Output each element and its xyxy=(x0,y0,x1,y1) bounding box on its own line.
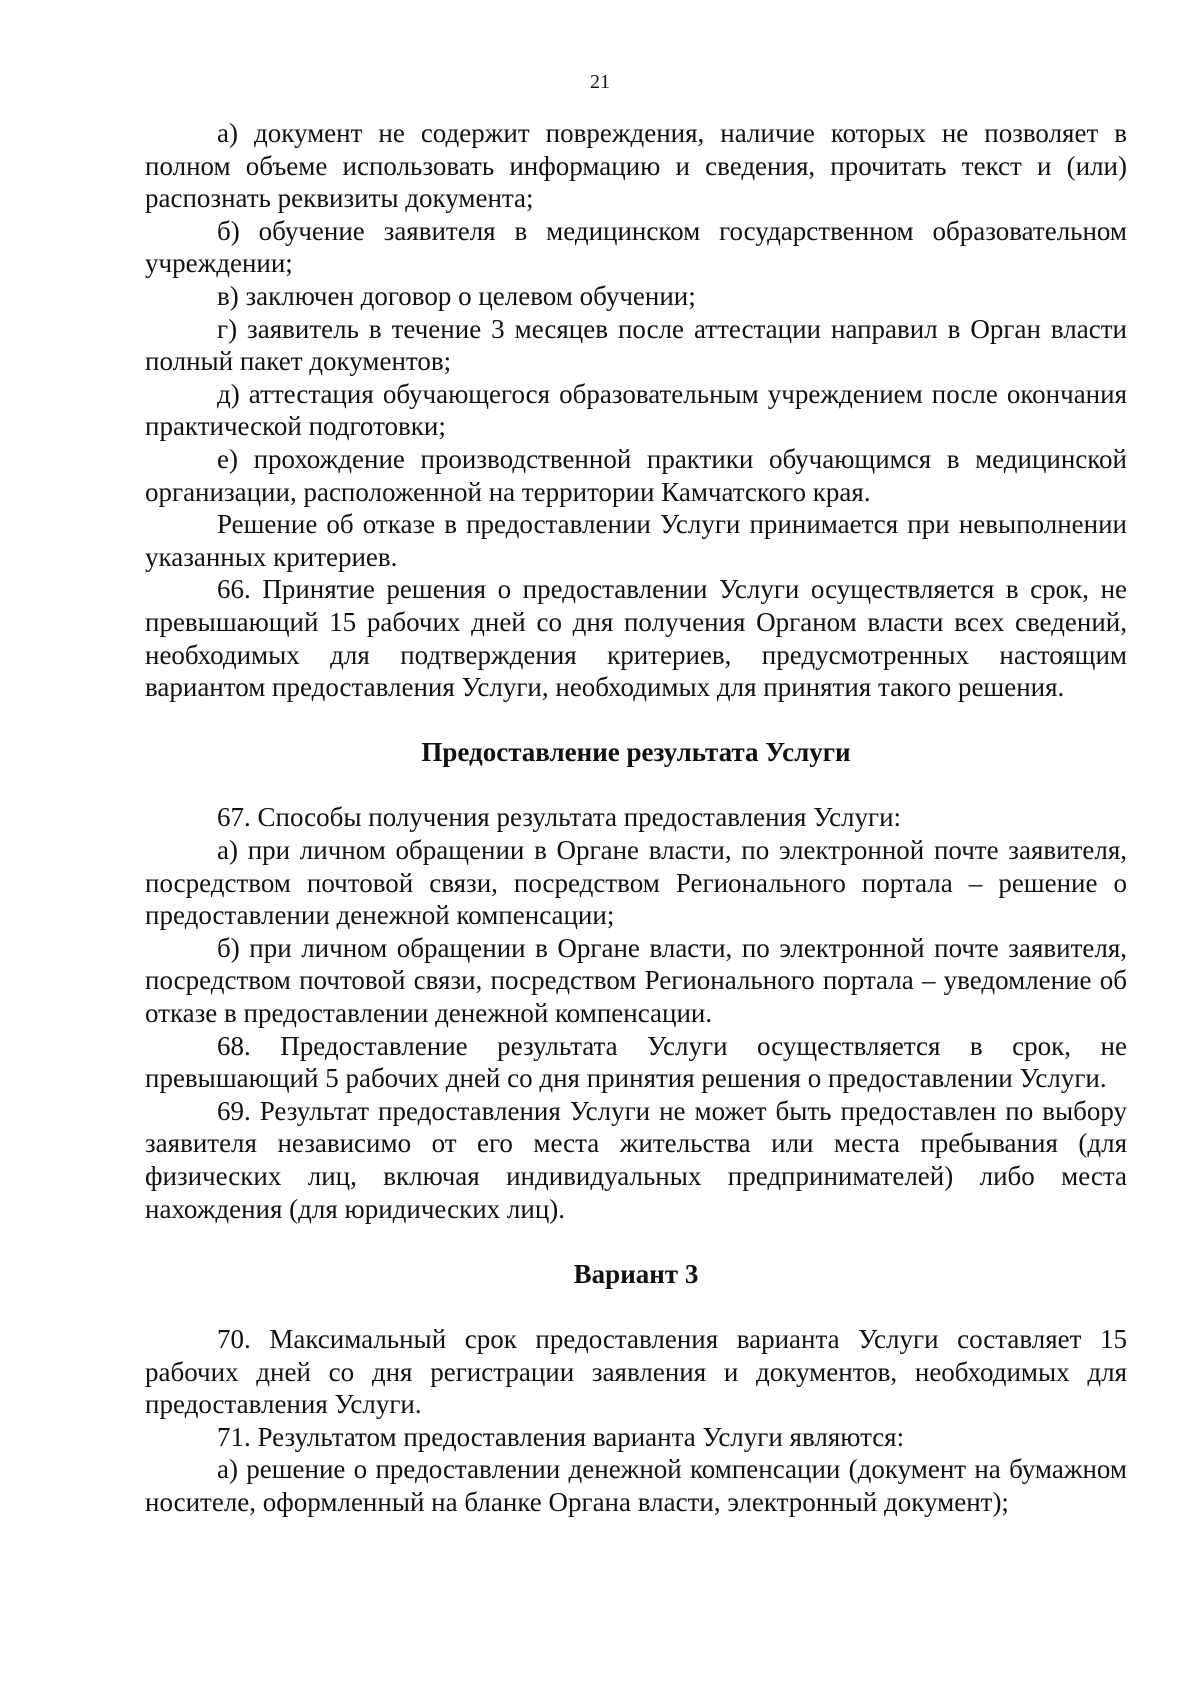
paragraph-criterion-g: г) заявитель в течение 3 месяцев после аттестации направил в Орган власти полный пакет документов; xyxy=(145,313,1127,377)
paragraph-67-a: а) при личном обращении в Органе власти, по электронной почте заявителя, посредством почтовой связи, посредством Регионального портала – решение о предоставлении денежной компенсации; xyxy=(145,835,1127,931)
paragraph-refusal-decision: Решение об отказе в предоставлении Услуги принимается при невыполнении указанных критериев. xyxy=(145,509,1127,572)
paragraph-67-b: б) при личном обращении в Органе власти, по электронной почте заявителя, посредством почтовой связи, посредством Регионального портала – уведомление об отказе в предоставлении денежной компенсации. xyxy=(145,932,1127,1029)
paragraph-67: 67. Способы получения результата предоставления Услуги: xyxy=(217,802,902,833)
paragraph-71: 71. Результатом предоставления варианта Услуги являются: xyxy=(217,1421,905,1452)
paragraph-71-a: а) решение о предоставлении денежной компенсации (документ на бумажном носителе, оформленный на бланке Органа власти, электронный документ); xyxy=(145,1454,1127,1517)
paragraph-criterion-b: б) обучение заявителя в медицинском государственном образовательном учреждении; xyxy=(145,215,1127,279)
paragraph-68: 68. Предоставление результата Услуги осуществляется в срок, не превышающий 5 рабочих дней со дня принятия решения о предоставлении Услуги. xyxy=(145,1030,1127,1094)
paragraph-69: 69. Результат предоставления Услуги не может быть предоставлен по выбору заявителя независимо от его места жительства или места пребывания (для физических лиц, включая индивидуальных предпринимателей) либо места нахождения (для юридических лиц). xyxy=(145,1095,1127,1224)
paragraph-criterion-e: е) прохождение производственной практики обучающимся в медицинской организации, расположенной на территории Камчатского края. xyxy=(145,443,1127,507)
document-body xyxy=(145,117,1127,1519)
page-number: 21 xyxy=(590,71,610,93)
paragraph-criterion-d: д) аттестация обучающегося образовательным учреждением после окончания практической подготовки; xyxy=(145,378,1127,442)
paragraph-criterion-a: а) документ не содержит повреждения, наличие которых не позволяет в полном объеме использовать информацию и сведения, прочитать текст и (или) распознать реквизиты документа; xyxy=(145,118,1127,214)
paragraph-70: 70. Максимальный срок предоставления варианта Услуги составляет 15 рабочих дней со дня регистрации заявления и документов, необходимых для предоставления Услуги. xyxy=(145,1323,1127,1420)
paragraph-criterion-v: в) заключен договор о целевом обучении; xyxy=(217,280,696,311)
section-heading-result: Предоставление результата Услуги xyxy=(421,737,851,768)
paragraph-66: 66. Принятие решения о предоставлении Услуги осуществляется в срок, не превышающий 15 рабочих дней со дня получения Органом власти всех сведений, необходимых для подтверждения критериев, предусмотренных настоящим вариантом предоставления Услуги, необходимых для принятия такого решения. xyxy=(145,574,1127,703)
section-heading-variant-3: Вариант 3 xyxy=(573,1258,699,1289)
